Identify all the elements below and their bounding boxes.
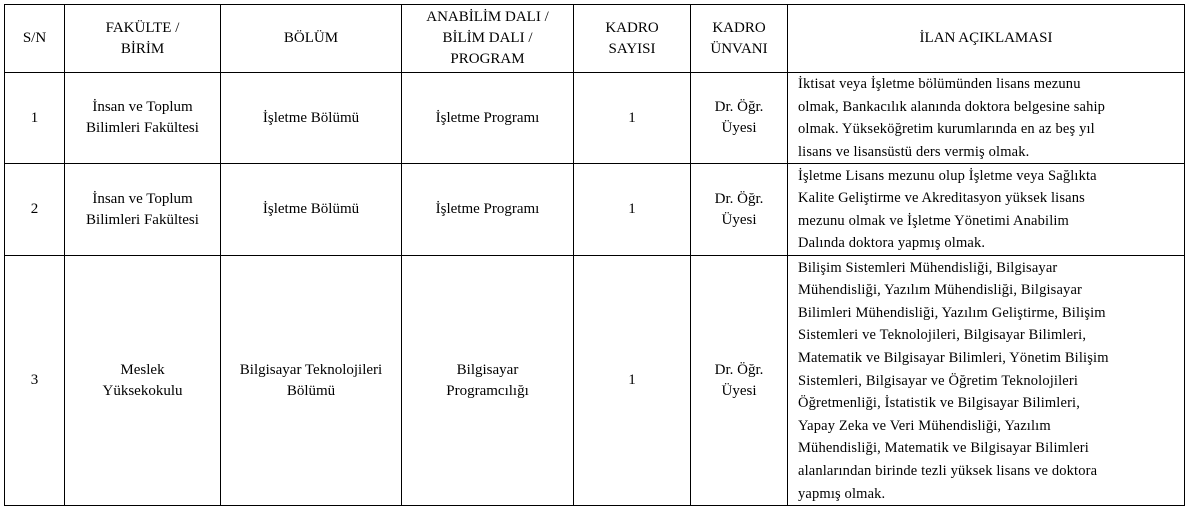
cell-title: Dr. Öğr. Üyesi [691,256,788,506]
header-faculty: FAKÜLTE / BİRİM [65,5,221,73]
cell-title: Dr. Öğr. Üyesi [691,73,788,164]
table-row [5,73,1185,164]
cell-sn: 3 [5,256,65,506]
header-title: KADRO ÜNVANI [691,5,788,73]
cell-description: Bilişim Sistemleri Mühendisliği, Bilgisayar Mühendisliği, Yazılım Mühendisliği, Bilgisayar Bilimleri Mühendisliği, Yazılım Geliştirme, Bilişim Sistemleri ve Teknolojileri, Bilgisayar Bilimleri, Matematik ve Bilgisayar Bilimleri, Yönetim Bilişim Sistemleri, Bilgisayar ve Öğretim Teknolojileri Öğretmenliği, İstatistik ve Bilgisayar Bilimleri, Yapay Zeka ve Veri Mühendisliği, Yazılım Mühendisliği, Matematik ve Bilgisayar Bilimleri alanlarından birinde tezli yüksek lisans ve doktora yapmış olmak. [788,256,1185,506]
cell-program: İşletme Programı [402,73,574,164]
cell-count: 1 [574,256,691,506]
header-count: KADRO SAYISI [574,5,691,73]
cell-faculty: İnsan ve Toplum Bilimleri Fakültesi [65,164,221,256]
cell-faculty: İnsan ve Toplum Bilimleri Fakültesi [65,73,221,164]
cell-program: İşletme Programı [402,164,574,256]
cell-title: Dr. Öğr. Üyesi [691,164,788,256]
header-department: BÖLÜM [221,5,402,73]
cell-department: Bilgisayar Teknolojileri Bölümü [221,256,402,506]
table-row [5,164,1185,256]
header-sn: S/N [5,5,65,73]
cell-count: 1 [574,73,691,164]
cell-department: İşletme Bölümü [221,164,402,256]
cell-faculty: Meslek Yüksekokulu [65,256,221,506]
header-program: ANABİLİM DALI / BİLİM DALI / PROGRAM [402,5,574,73]
header-row [5,5,1185,73]
cell-sn: 2 [5,164,65,256]
job-listing-table [4,4,1185,506]
table-row [5,256,1185,506]
header-description: İLAN AÇIKLAMASI [788,5,1185,73]
cell-department: İşletme Bölümü [221,73,402,164]
cell-description: İktisat veya İşletme bölümünden lisans mezunu olmak, Bankacılık alanında doktora belgesine sahip olmak. Yükseköğretim kurumlarında en az beş yıl lisans ve lisansüstü ders vermiş olmak. [788,73,1185,164]
cell-count: 1 [574,164,691,256]
cell-description: İşletme Lisans mezunu olup İşletme veya Sağlıkta Kalite Geliştirme ve Akreditasyon yüksek lisans mezunu olmak ve İşletme Yönetimi Anabilim Dalında doktora yapmış olmak. [788,164,1185,256]
cell-sn: 1 [5,73,65,164]
cell-program: Bilgisayar Programcılığı [402,256,574,506]
